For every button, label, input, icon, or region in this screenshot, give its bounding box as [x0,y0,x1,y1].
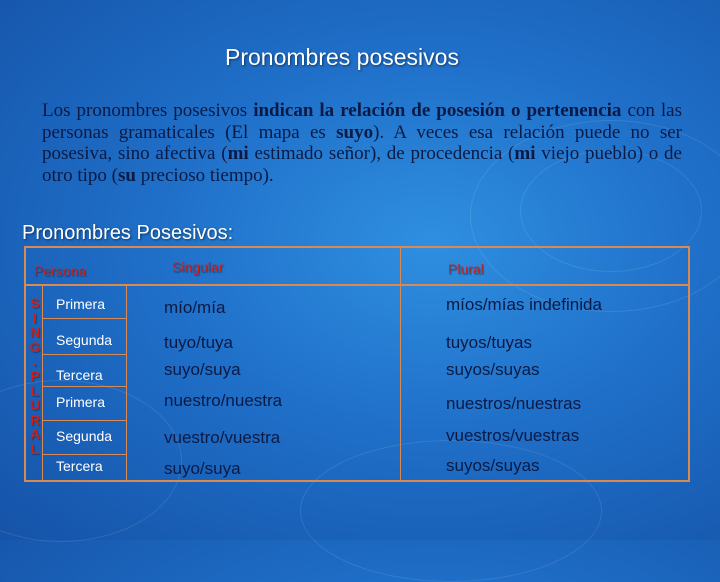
row-divider [42,420,127,421]
row-4-singular: nuestro/nuestra [164,391,283,410]
row-3-singular: suyo/suya [164,360,241,379]
row-divider [42,454,127,455]
vertical-divider-2 [126,284,127,480]
row-4-persona: Primera [56,394,106,410]
row-4-plural: nuestros/nuestras [446,394,582,413]
row-2-plural: tuyos/tuyas [446,333,532,352]
row-2-singular: tuyo/tuya [164,333,233,352]
row-3-plural: suyos/suyas [446,360,540,379]
pronoun-table [24,246,690,482]
paragraph-text-3: ). A veces esa relación puede no ser posesiva, sino afectiva ( [42,121,682,164]
paragraph-bold-5: su [118,164,136,186]
paragraph-text-5: viejo pueblo) o de otro tipo ( [42,143,682,186]
header-singular: Singular [172,259,224,275]
header-plural: Plural [448,261,484,277]
row-1-plural: míos/mías indefinida [446,295,602,314]
page-title: Pronombres posesivos [225,44,459,70]
vertical-divider-1 [42,284,43,480]
row-divider [42,354,127,355]
paragraph-text-6: precioso tiempo). [135,164,274,186]
paragraph-bold-4: mi [514,143,536,164]
paragraph-text-4: estimado señor), de procedencia ( [248,143,515,164]
row-5-singular: vuestro/vuestra [164,428,281,447]
paragraph-bold-1: indican la relación de posesión o pertenencia [253,100,622,121]
row-5-persona: Segunda [56,428,113,444]
paragraph-text-2: con las personas gramaticales (El mapa es [42,100,682,143]
paragraph-bold-2: suyo [336,121,374,143]
row-3-persona: Tercera [56,367,103,383]
row-2-persona: Segunda [56,332,113,348]
row-6-persona: Tercera [56,458,103,474]
row-1-persona: Primera [56,296,106,312]
row-1-singular: mío/mía [164,298,226,317]
row-divider [42,386,127,387]
row-divider [42,318,127,319]
row-6-plural: suyos/suyas [446,456,540,475]
paragraph-text-1: Los pronombres posesivos [42,100,254,121]
vertical-divider-3 [400,248,401,480]
header-persona: Persona [34,263,87,279]
row-6-singular: suyo/suya [164,459,241,478]
section-subtitle: Pronombres Posesivos: [22,222,234,244]
row-5-plural: vuestros/vuestras [446,426,580,445]
intro-paragraph [42,100,682,186]
paragraph-bold-3: mi [227,143,249,164]
singular-plural-vertical-label: S I N G . P L U R A L [29,295,41,457]
